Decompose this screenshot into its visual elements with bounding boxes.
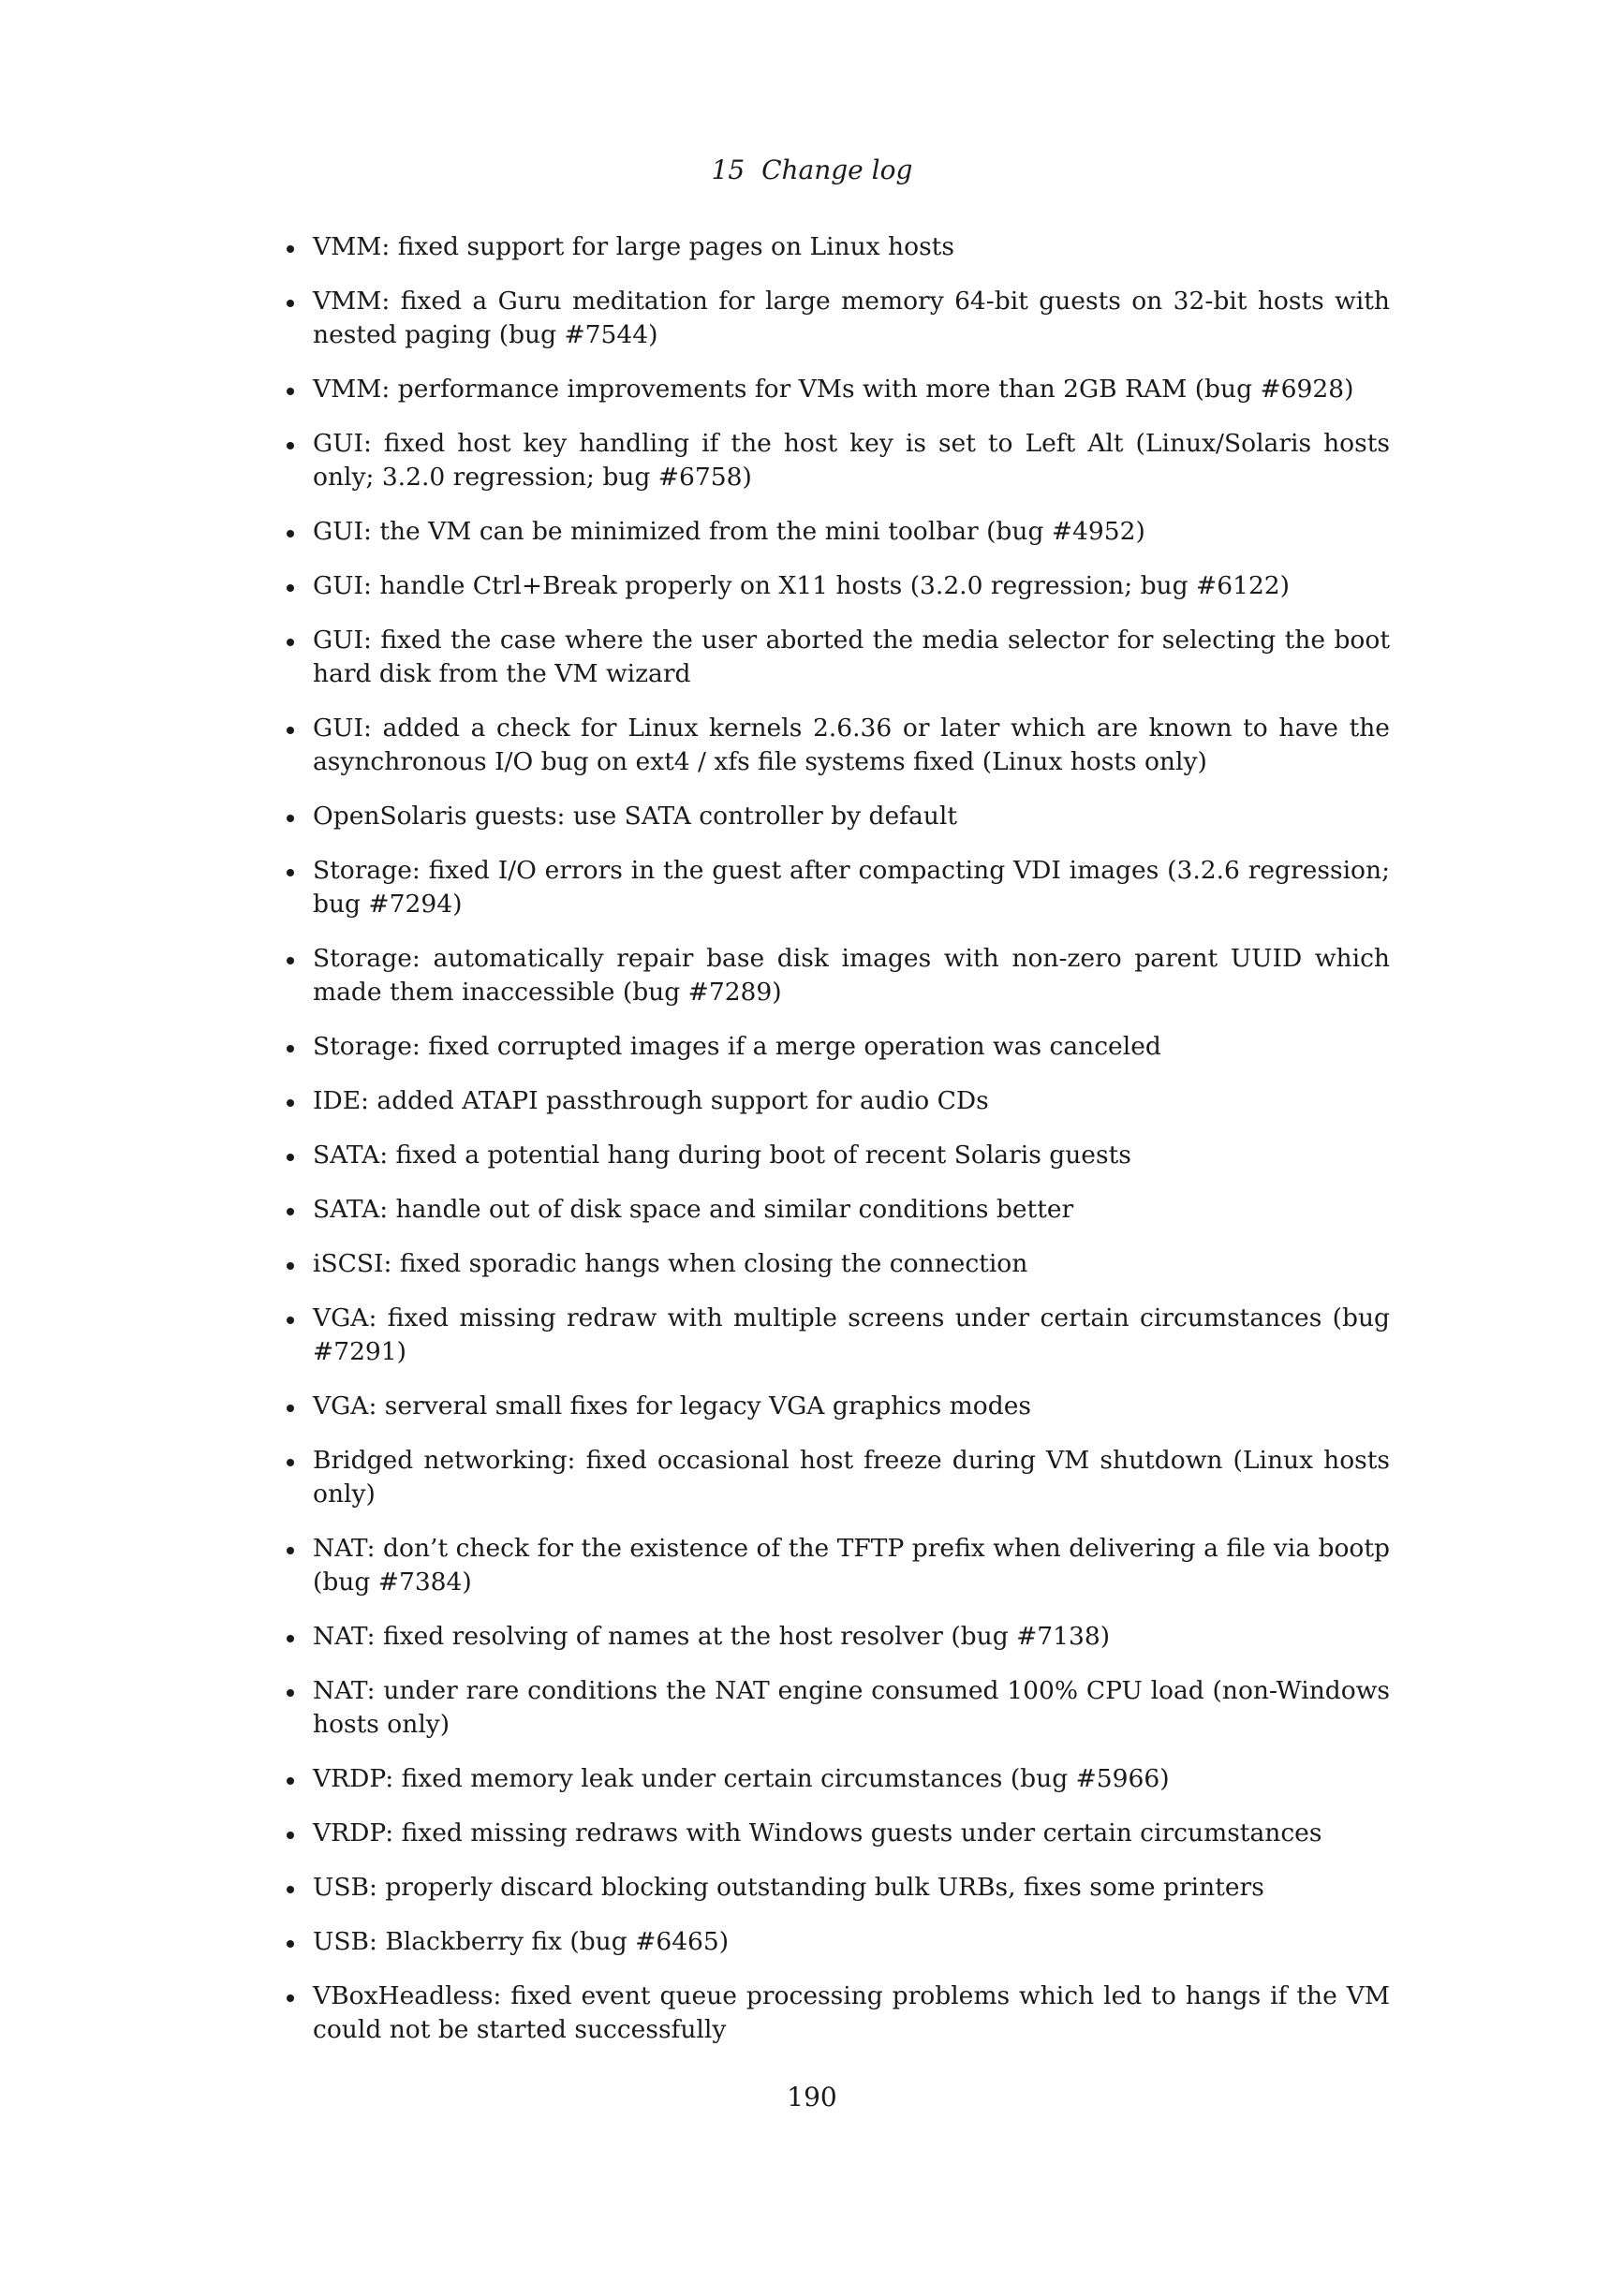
changelog-item bbox=[279, 1980, 1390, 2047]
changelog-item bbox=[279, 854, 1390, 921]
bullet-icon bbox=[287, 1689, 294, 1697]
changelog-item-text: Storage: fixed I/O errors in the guest after compacting VDI images (3.2.6 regression; bug #7294) bbox=[313, 856, 1390, 919]
bullet-icon bbox=[287, 300, 294, 307]
bullet-icon bbox=[287, 1635, 294, 1642]
changelog-item-text: GUI: added a check for Linux kernels 2.6.36 or later which are known to have the asynchronous I/O bug on ext4 / xfs file systems fixed (Linux hosts only) bbox=[313, 714, 1390, 776]
changelog-item bbox=[279, 1871, 1390, 1905]
bullet-icon bbox=[287, 639, 294, 646]
changelog-item bbox=[279, 1674, 1390, 1742]
bullet-icon bbox=[287, 1777, 294, 1785]
changelog-item-text: GUI: handle Ctrl+Break properly on X11 hosts (3.2.0 regression; bug #6122) bbox=[313, 571, 1290, 600]
changelog-item bbox=[279, 569, 1390, 603]
changelog-item bbox=[279, 285, 1390, 352]
changelog-item-text: Bridged networking: fixed occasional host freeze during VM shutdown (Linux hosts only) bbox=[313, 1446, 1390, 1509]
changelog-item-text: iSCSI: fixed sporadic hangs when closing the connection bbox=[313, 1249, 1028, 1278]
changelog-item bbox=[279, 373, 1390, 406]
changelog-item-text: VRDP: fixed missing redraws with Windows guests under certain circumstances bbox=[313, 1818, 1322, 1847]
changelog-item-text: NAT: don’t check for the existence of the TFTP prefix when delivering a file via bootp (bug #7384) bbox=[313, 1534, 1390, 1597]
changelog-item bbox=[279, 1444, 1390, 1511]
changelog-item-text: NAT: fixed resolving of names at the host resolver (bug #7138) bbox=[313, 1622, 1111, 1651]
changelog-item-text: GUI: fixed host key handling if the host key is set to Left Alt (Linux/Solaris hosts only; 3.2.0 regression; bug #6758) bbox=[313, 429, 1390, 492]
changelog-item-text: Storage: automatically repair base disk images with non-zero parent UUID which made them inaccessible (bug #7289) bbox=[313, 944, 1390, 1007]
bullet-icon bbox=[287, 1459, 294, 1466]
changelog-item-text: GUI: fixed the case where the user aborted the media selector for selecting the boot hard disk from the VM wizard bbox=[313, 626, 1390, 688]
changelog-item bbox=[279, 515, 1390, 549]
bullet-icon bbox=[287, 1547, 294, 1554]
changelog-item bbox=[279, 1030, 1390, 1064]
changelog-item bbox=[279, 230, 1390, 264]
changelog-list bbox=[279, 230, 1390, 2068]
changelog-item-text: VGA: fixed missing redraw with multiple screens under certain circumstances (bug #7291) bbox=[313, 1303, 1390, 1366]
chapter-title: Change log bbox=[761, 155, 913, 185]
bullet-icon bbox=[287, 957, 294, 964]
changelog-item-text: VMM: fixed a Guru meditation for large memory 64-bit guests on 32-bit hosts with nested paging (bug #7544) bbox=[313, 287, 1390, 349]
changelog-item bbox=[279, 1084, 1390, 1118]
bullet-icon bbox=[287, 727, 294, 734]
changelog-item-text: GUI: the VM can be minimized from the mini toolbar (bug #4952) bbox=[313, 517, 1145, 546]
bullet-icon bbox=[287, 1045, 294, 1052]
page-number: 190 bbox=[787, 2082, 837, 2112]
changelog-item-text: VGA: serveral small fixes for legacy VGA graphics modes bbox=[313, 1391, 1031, 1420]
bullet-icon bbox=[287, 1405, 294, 1412]
bullet-icon bbox=[287, 869, 294, 876]
changelog-item bbox=[279, 1302, 1390, 1369]
changelog-item-text: OpenSolaris guests: use SATA controller by default bbox=[313, 802, 957, 831]
changelog-item-text: VBoxHeadless: fixed event queue processing problems which led to hangs if the VM could not be started successfully bbox=[313, 1981, 1390, 2044]
changelog-item bbox=[279, 624, 1390, 691]
changelog-item-text: IDE: added ATAPI passthrough support for audio CDs bbox=[313, 1086, 989, 1115]
bullet-icon bbox=[287, 1832, 294, 1839]
bullet-icon bbox=[287, 1154, 294, 1161]
changelog-item-text: USB: properly discard blocking outstanding bulk URBs, fixes some printers bbox=[313, 1873, 1264, 1902]
changelog-item-text: SATA: handle out of disk space and similar conditions better bbox=[313, 1195, 1074, 1224]
changelog-item-text: NAT: under rare conditions the NAT engine consumed 100% CPU load (non-Windows hosts only) bbox=[313, 1676, 1390, 1739]
changelog-item bbox=[279, 1532, 1390, 1599]
chapter-number: 15 bbox=[711, 155, 746, 185]
bullet-icon bbox=[287, 388, 294, 395]
changelog-item-text: Storage: fixed corrupted images if a merge operation was canceled bbox=[313, 1032, 1161, 1061]
changelog-item-text: USB: Blackberry fix (bug #6465) bbox=[313, 1927, 730, 1956]
bullet-icon bbox=[287, 442, 294, 449]
changelog-item-text: VMM: performance improvements for VMs with more than 2GB RAM (bug #6928) bbox=[313, 375, 1354, 404]
bullet-icon bbox=[287, 1262, 294, 1270]
changelog-item bbox=[279, 800, 1390, 833]
changelog-item-text: VRDP: fixed memory leak under certain circumstances (bug #5966) bbox=[313, 1764, 1170, 1793]
bullet-icon bbox=[287, 1208, 294, 1215]
changelog-item bbox=[279, 1139, 1390, 1172]
changelog-item bbox=[279, 1390, 1390, 1423]
changelog-item bbox=[279, 1193, 1390, 1227]
changelog-item bbox=[279, 1925, 1390, 1959]
bullet-icon bbox=[287, 1886, 294, 1893]
changelog-item-text: SATA: fixed a potential hang during boot of recent Solaris guests bbox=[313, 1141, 1131, 1170]
bullet-icon bbox=[287, 815, 294, 822]
bullet-icon bbox=[287, 1994, 294, 2002]
changelog-item bbox=[279, 1620, 1390, 1654]
bullet-icon bbox=[287, 584, 294, 592]
bullet-icon bbox=[287, 530, 294, 537]
changelog-item bbox=[279, 1762, 1390, 1796]
changelog-item bbox=[279, 712, 1390, 779]
changelog-item-text: VMM: fixed support for large pages on Linux hosts bbox=[313, 232, 954, 261]
changelog-item bbox=[279, 427, 1390, 494]
bullet-icon bbox=[287, 1317, 294, 1324]
bullet-icon bbox=[287, 245, 294, 253]
changelog-item bbox=[279, 1817, 1390, 1850]
bullet-icon bbox=[287, 1099, 294, 1107]
running-header bbox=[0, 154, 1624, 187]
bullet-icon bbox=[287, 1940, 294, 1948]
changelog-item bbox=[279, 942, 1390, 1009]
changelog-item bbox=[279, 1247, 1390, 1281]
